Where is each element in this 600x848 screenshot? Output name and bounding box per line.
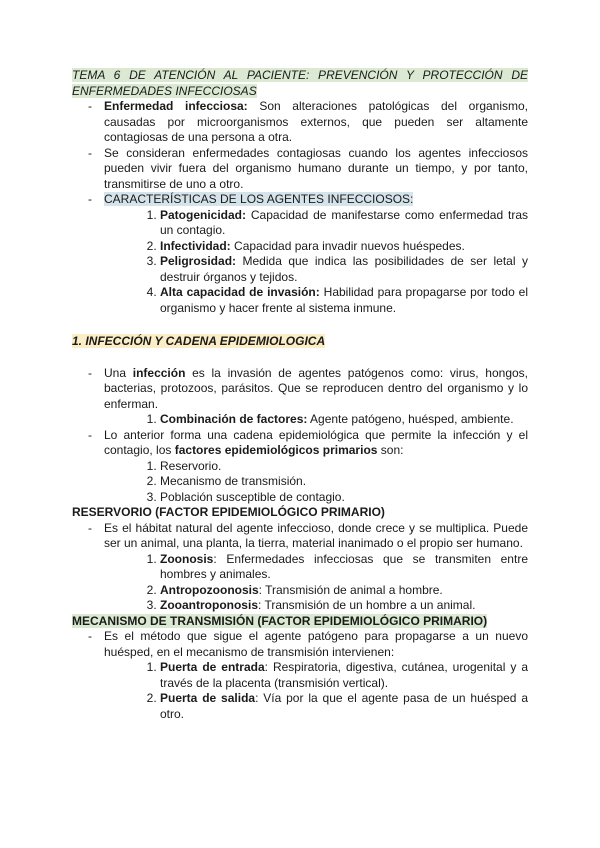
title-line-2: ENFERMEDADES INFECCIOSAS — [72, 83, 257, 98]
term-infeccion: infección — [132, 365, 186, 380]
reservorio-definition: Es el hábitat natural del agente infeccioso, donde crece y se multiplica. Puede ser un animal, una planta, la tierra, material inanimado o el propio ser humano. — [104, 520, 528, 550]
mecanismo-heading — [72, 614, 528, 630]
list-item — [160, 598, 528, 614]
mecanismo-bullet — [104, 629, 528, 722]
term-enfermedad-infecciosa: Enfermedad infecciosa: — [104, 99, 248, 113]
item-text: : Transmisión de animal a hombre. — [258, 582, 443, 597]
title-line-1: TEMA 6 DE ATENCIÓN AL PACIENTE: PREVENCIÓN Y PROTECCIÓN DE — [72, 68, 528, 82]
cadena-bullet — [104, 428, 528, 506]
zoonosis-list — [104, 552, 528, 614]
puertas-list — [104, 660, 528, 722]
text-fragment: es la invasión de agentes patógenos como: virus, hongos, bacterias, protozoos, parásitos. Que se reproducen dentro del organismo y lo enferman. — [104, 365, 528, 411]
list-item — [160, 552, 528, 583]
item-text: Agente patógeno, huésped, ambiente. — [307, 412, 514, 426]
section-1-heading — [72, 334, 528, 350]
item-text: Capacidad de manifestarse como enfermedad tras un contagio. — [160, 207, 528, 237]
item-text: Habilidad para propagarse por todo el organismo y hacer frente al sistema inmune. — [160, 285, 528, 315]
item-text: : Transmisión de un hombre a un animal. — [258, 598, 476, 612]
document-title — [72, 68, 528, 84]
text-fragment: Una — [104, 365, 133, 380]
list-item — [160, 208, 528, 239]
list-item: 2. Mecanismo de transmisión. — [160, 474, 528, 490]
term-patogenicidad: Patogenicidad: — [160, 207, 247, 222]
list-item — [160, 254, 528, 285]
list-item: 1. Reservorio. — [160, 459, 528, 475]
item-text: Capacidad para invadir nuevos huéspedes. — [230, 238, 465, 253]
mecanismo-heading-text: MECANISMO DE TRANSMISIÓN (FACTOR EPIDEMIOLÓGICO PRIMARIO) — [72, 613, 488, 628]
term-peligrosidad: Peligrosidad: — [160, 254, 237, 268]
term-zoonosis: Zoonosis — [160, 551, 214, 566]
intro-list — [72, 99, 528, 316]
contagious-text: Se consideran enfermedades contagiosas cuando los agentes infecciosos pueden vivir fuera del organismo humano durante un tiempo, y por tanto, transmitirse de uno a otro. — [104, 145, 528, 191]
list-item — [160, 285, 528, 316]
term-infectividad: Infectividad: — [160, 238, 231, 253]
enfermedad-definition: Son alteraciones patológicas del organismo, causadas por microorganismos externos, que pueden ser altamente contagiosas de una persona a otra. — [104, 99, 529, 144]
section-1-heading-text: 1. INFECCIÓN Y CADENA EPIDEMIOLOGICA — [72, 334, 326, 348]
list-item — [160, 412, 528, 428]
mecanismo-definition: Es el método que sigue el agente patógeno para propagarse a un nuevo huésped, en el mecanismo de transmisión intervienen: — [104, 629, 528, 659]
list-item: 3. Población susceptible de contagio. — [160, 490, 528, 506]
term-alta-capacidad: Alta capacidad de invasión: — [160, 285, 320, 299]
reservorio-heading: RESERVORIO (FACTOR EPIDEMIOLÓGICO PRIMARIO) — [72, 505, 385, 519]
term-zooantroponosis: Zooantroponosis — [160, 598, 258, 612]
reservorio-list — [72, 521, 528, 614]
term-puerta-entrada: Puerta de entrada — [160, 660, 265, 674]
list-item — [160, 691, 528, 722]
intro-bullet-disease — [104, 99, 528, 146]
text-fragment: son: — [377, 443, 404, 457]
list-item — [160, 583, 528, 599]
intro-bullet-contagious — [104, 146, 528, 193]
item-text: : Respiratoria, digestiva, cutánea, urogenital y a través de la placenta (transmisión vertical). — [160, 660, 528, 690]
combinacion-list — [104, 412, 528, 428]
reservorio-bullet — [104, 521, 528, 614]
factors-list — [104, 459, 528, 506]
list-item — [160, 660, 528, 691]
characteristics-list — [104, 208, 528, 317]
characteristics-heading: CARACTERÍSTICAS DE LOS AGENTES INFECCIOSOS: — [104, 192, 414, 206]
section-1-list — [72, 366, 528, 506]
term-combinacion: Combinación de factores: — [160, 412, 308, 426]
term-antropozoonosis: Antropozoonosis — [160, 582, 259, 597]
text-fragment: Lo anterior forma una cadena epidemiológica que permite la infección y el contagio, los — [104, 427, 528, 457]
item-text: : Vía por la que el agente pasa de un huésped a otro. — [160, 691, 528, 721]
intro-bullet-characteristics — [104, 192, 528, 316]
infeccion-bullet — [104, 366, 528, 428]
list-item — [160, 239, 528, 255]
document-title-line-2 — [72, 84, 528, 100]
item-text: Medida que indica las posibilidades de ser letal y destruir órganos y tejidos. — [160, 254, 528, 284]
item-text: : Enfermedades infecciosas que se transmiten entre hombres y animales. — [160, 551, 528, 581]
term-factores-primarios: factores epidemiológicos primarios — [174, 443, 378, 457]
term-puerta-salida: Puerta de salida — [160, 691, 256, 705]
mecanismo-list — [72, 629, 528, 722]
